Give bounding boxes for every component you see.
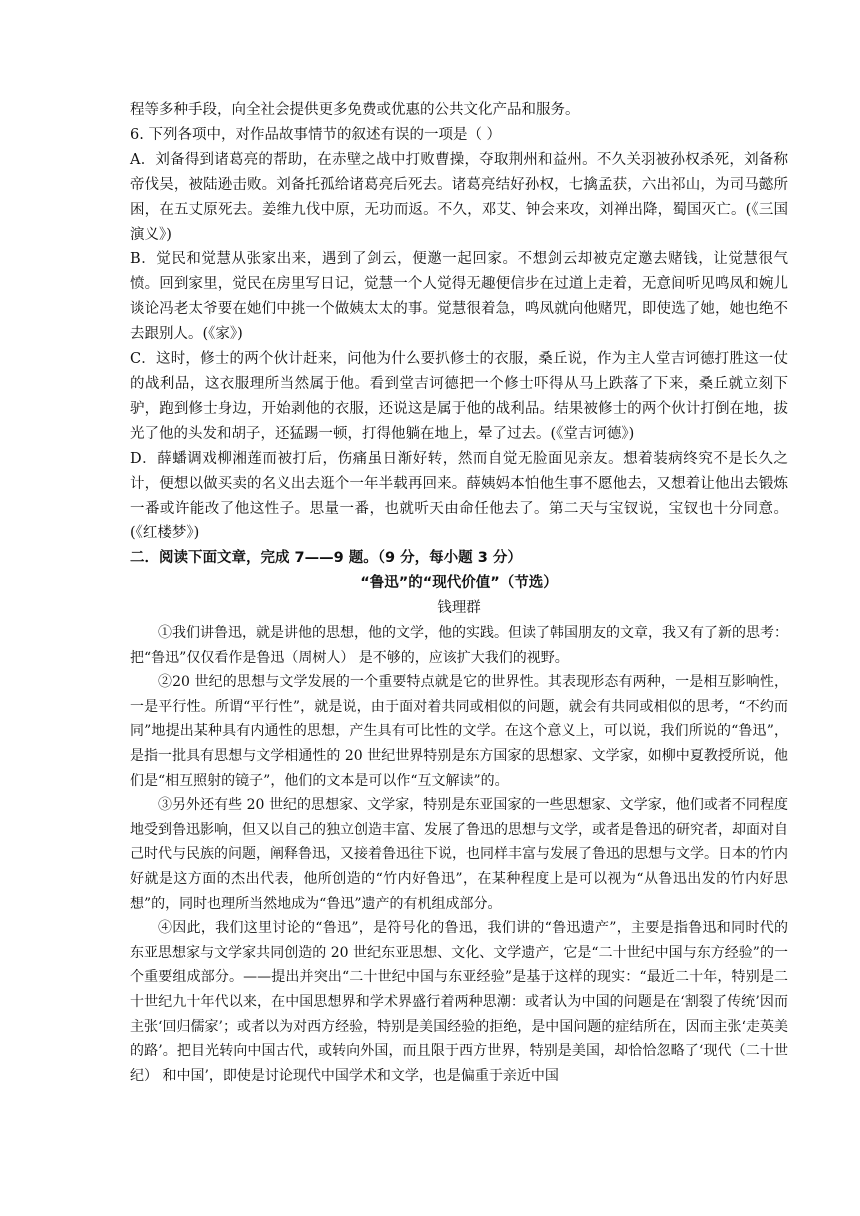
article-author: 钱理群 xyxy=(437,600,481,617)
article-paragraph-1: ①我们讲鲁迅，就是讲他的思想，他的文学，他的实践。但读了韩国朋友的文章，我又有了新的思考：把“鲁迅”仅仅看作是鲁迅（周树人） 是不够的，应该扩大我们的视野。 xyxy=(130,625,788,666)
intro-tail-text: 程等多种手段，向全社会提供更多免费或优惠的公共文化产品和服务。 xyxy=(130,102,580,118)
question-6-stem: 6. 下列各项中，对作品故事情节的叙述有误的一项是（ ） xyxy=(130,126,502,143)
question-6-option-d: D．薛蟠调戏柳湘莲而被打后，伤痛虽日渐好转，然而自觉无脸面见亲友。想着装病终究不是长久之计，便想以做买卖的名义出去逛个一年半载再回来。薛姨妈本怕他生事不愿他去，又想着让他出去锻炼一番或许能改了他这性子。思量一番，也就听天由命任他去了。第二天与宝钗说，宝钗也十分同意。(《红楼梦》) xyxy=(130,450,788,542)
question-6-option-b: B．觉民和觉慧从张家出来，遇到了剑云，便邀一起回家。不想剑云却被克定邀去赌钱，让觉慧很气愤。回到家里，觉民在房里写日记，觉慧一个人觉得无趣便信步在过道上走着，无意间听见鸣凤和婉儿谈论冯老太爷要在她们中挑一个做姨太太的事。觉慧很着急，鸣凤就向他赌咒，即使选了她，她也绝不去跟别人。(《家》) xyxy=(130,251,788,343)
article-paragraph-2: ②20 世纪的思想与文学发展的一个重要特点就是它的世界性。其表现形态有两种，一是相互影响性，一是平行性。所谓“平行性”，就是说，由于面对着共同或相似的问题，就会有共同或相似的思考，“不约而同”地提出某种具有内通性的思想，产生具有可比性的文学。在这个意义上，可以说，我们所说的“鲁迅”，是指一批具有思想与文学相通性的 20 世纪世界特别是东方国家的思想家、文学家，如柳中夏教授所说，他们是“相互照射的镜子”，他们的文本是可以作“互文解读”的。 xyxy=(130,674,788,789)
article-title: “鲁迅”的“现代价值”（节选） xyxy=(360,575,558,592)
question-6-option-a: A．刘备得到诸葛亮的帮助，在赤壁之战中打败曹操，夺取荆州和益州。不久关羽被孙权杀死，刘备称帝伐吴，被陆逊击败。刘备托孤给诸葛亮后死去。诸葛亮结好孙权，七擒孟获，六出祁山，为司马懿所困，在五丈原死去。姜维九伐中原，无功而返。不久，邓艾、钟会来攻，刘禅出降，蜀国灭亡。(《三国演义》) xyxy=(130,151,788,243)
section-2-heading: 二．阅读下面文章，完成 7——9 题。（9 分，每小题 3 分） xyxy=(130,550,522,567)
article-paragraph-3: ③另外还有些 20 世纪的思想家、文学家，特别是东亚国家的一些思想家、文学家，他们或者不同程度地受到鲁迅影响，但又以自己的独立创造丰富、发展了鲁迅的思想与文学，或者是鲁迅的研究者，却面对自己时代与民族的问题，阐释鲁迅，又接着鲁迅往下说，也同样丰富与发展了鲁迅的思想与文学。日本的竹内好就是这方面的杰出代表，他所创造的“竹内好鲁迅”，在某种程度上是可以视为“从鲁迅出发的竹内好思想”的，同时也理所当然地成为“鲁迅”遗产的有机组成部分。 xyxy=(130,797,788,912)
article-paragraph-4: ④因此，我们这里讨论的“鲁迅”，是符号化的鲁迅，我们讲的“鲁迅遗产”，主要是指鲁迅和同时代的东亚思想家与文学家共同创造的 20 世纪东亚思想、文化、文学遗产，它是“二十世纪中国与东方经验”的一个重要组成部分。——提出并突出“二十世纪中国与东亚经验”是基于这样的现实：“最近二十年，特别是二十世纪九十年代以来，在中国思想界和学术界盛行着两种思潮：或者认为中国的问题是在‘割裂了传统’因而主张‘回归儒家’；或者以为对西方经验，特别是美国经验的拒绝，是中国问题的症结所在，因而主张‘走英美的路’。把目光转向中国古代，或转向外国，而且限于西方世界，特别是美国，却恰恰忽略了‘现代（二十世纪） 和中国’，即使是讨论现代中国学术和文学，也是偏重于亲近中国 xyxy=(130,920,788,1084)
question-6-option-c: C．这时，修士的两个伙计赶来，问他为什么要扒修士的衣服，桑丘说，作为主人堂吉诃德打胜这一仗的战利品，这衣服理所当然属于他。看到堂吉诃德把一个修士吓得从马上跌落了下来，桑丘就立刻下驴，跑到修士身边，开始剥他的衣服，还说这是属于他的战利品。结果被修士的两个伙计打倒在地，拔光了他的头发和胡子，还猛踢一顿，打得他躺在地上，晕了过去。(《堂吉诃德》) xyxy=(130,351,788,442)
